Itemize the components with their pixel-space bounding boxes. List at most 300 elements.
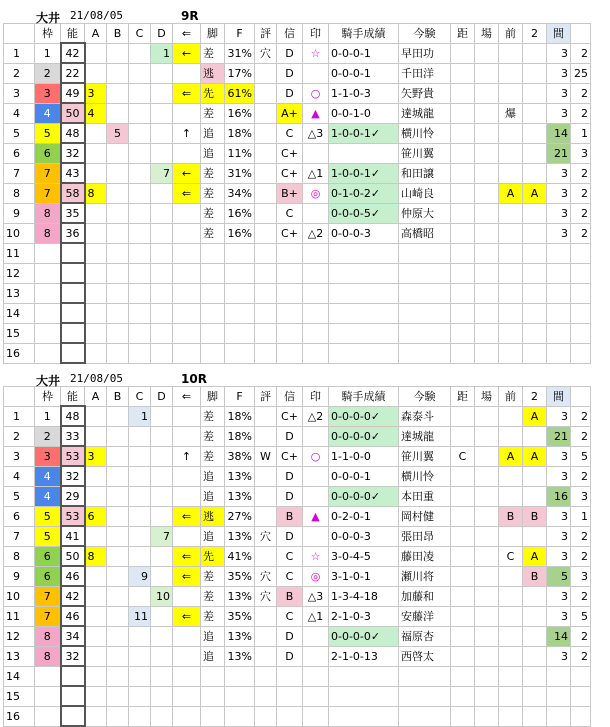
col-b-cell: [107, 203, 129, 223]
ability-cell: 35: [61, 203, 85, 223]
jockey-record-cell: 0-0-0-1: [329, 466, 399, 486]
second-cell: [523, 586, 547, 606]
waku-cell: [35, 343, 61, 363]
second-cell: [523, 526, 547, 546]
f-cell: 61%: [225, 83, 255, 103]
column-header: 印: [303, 24, 329, 44]
col-a-cell: [85, 343, 107, 363]
course-cell: [475, 143, 499, 163]
f-cell: 13%: [225, 466, 255, 486]
distance-cell: [451, 303, 475, 323]
arrow-cell: ⇐: [173, 83, 201, 103]
row-number: 14: [4, 303, 35, 323]
rating-cell: [255, 203, 277, 223]
trust-cell: C: [277, 606, 303, 626]
ability-cell: 48: [61, 123, 85, 143]
f-cell: 27%: [225, 506, 255, 526]
trust-cell: [277, 666, 303, 686]
second-cell: [523, 706, 547, 726]
style-cell: 差: [201, 446, 225, 466]
distance-cell: [451, 43, 475, 63]
col-b-cell: [107, 546, 129, 566]
col-a-cell: [85, 323, 107, 343]
col-a-cell: [85, 566, 107, 586]
style-cell: 先: [201, 546, 225, 566]
distance-cell: [451, 706, 475, 726]
course-cell: [475, 486, 499, 506]
interval2-cell: 3: [571, 143, 591, 163]
f-cell: 16%: [225, 223, 255, 243]
prev-cell: [499, 626, 523, 646]
waku-cell: 7: [35, 163, 61, 183]
course-cell: [475, 63, 499, 83]
interval2-cell: 3: [571, 486, 591, 506]
interval-cell: 3: [547, 183, 571, 203]
ability-cell: [61, 243, 85, 263]
arrow-cell: [173, 343, 201, 363]
prev-cell: [499, 263, 523, 283]
trust-cell: D: [277, 426, 303, 446]
distance-cell: [451, 526, 475, 546]
rating-cell: [255, 343, 277, 363]
mark-cell: ◎: [303, 566, 329, 586]
jockey-name-cell: 瀬川将: [399, 566, 451, 586]
col-a-cell: 8: [85, 546, 107, 566]
style-cell: 差: [201, 163, 225, 183]
col-a-cell: [85, 406, 107, 426]
arrow-cell: [173, 203, 201, 223]
f-cell: [225, 343, 255, 363]
jockey-name-cell: 本田重: [399, 486, 451, 506]
rating-cell: [255, 486, 277, 506]
column-header: 間: [547, 24, 571, 44]
interval2-cell: 2: [571, 466, 591, 486]
style-cell: [201, 263, 225, 283]
trust-cell: B+: [277, 183, 303, 203]
jockey-name-cell: 達城龍: [399, 103, 451, 123]
arrow-cell: [173, 63, 201, 83]
col-b-cell: [107, 566, 129, 586]
table-row: [4, 526, 591, 546]
prev-cell: [499, 83, 523, 103]
jockey-name-cell: 早田功: [399, 43, 451, 63]
col-b-cell: [107, 526, 129, 546]
column-header: 今験: [399, 387, 451, 407]
second-cell: [523, 606, 547, 626]
row-number: 5: [4, 486, 35, 506]
style-cell: 追: [201, 526, 225, 546]
second-cell: [523, 426, 547, 446]
row-number: 15: [4, 686, 35, 706]
col-c-cell: [129, 123, 151, 143]
second-cell: [523, 646, 547, 666]
jockey-name-cell: [399, 243, 451, 263]
interval2-cell: [571, 666, 591, 686]
jockey-name-cell: 横川怜: [399, 123, 451, 143]
col-c-cell: [129, 426, 151, 446]
trust-cell: D: [277, 646, 303, 666]
jockey-name-cell: 高橋昭: [399, 223, 451, 243]
second-cell: [523, 83, 547, 103]
ability-cell: 34: [61, 626, 85, 646]
trust-cell: D: [277, 63, 303, 83]
prev-cell: [499, 606, 523, 626]
col-d-cell: 10: [151, 586, 173, 606]
col-c-cell: [129, 486, 151, 506]
f-cell: 18%: [225, 406, 255, 426]
rating-cell: 穴: [255, 526, 277, 546]
prev-cell: [499, 303, 523, 323]
jockey-record-cell: 0-0-1-0: [329, 103, 399, 123]
interval-cell: 14: [547, 123, 571, 143]
second-cell: [523, 63, 547, 83]
header-row: [4, 387, 591, 407]
second-cell: [523, 103, 547, 123]
jockey-name-cell: 千田洋: [399, 63, 451, 83]
arrow-cell: [173, 323, 201, 343]
f-cell: 17%: [225, 63, 255, 83]
arrow-cell: [173, 526, 201, 546]
jockey-name-cell: 山崎良: [399, 183, 451, 203]
course-cell: [475, 426, 499, 446]
row-number: 4: [4, 466, 35, 486]
col-c-cell: 1: [129, 406, 151, 426]
style-cell: 追: [201, 626, 225, 646]
trust-cell: C: [277, 566, 303, 586]
second-cell: [523, 243, 547, 263]
second-cell: [523, 43, 547, 63]
column-header: [571, 387, 591, 407]
interval2-cell: [571, 283, 591, 303]
column-header: ⇐: [173, 387, 201, 407]
arrow-cell: [173, 103, 201, 123]
table-row: [4, 586, 591, 606]
distance-cell: [451, 283, 475, 303]
rating-cell: [255, 686, 277, 706]
interval-cell: 3: [547, 163, 571, 183]
col-c-cell: [129, 143, 151, 163]
course-cell: [475, 283, 499, 303]
prev-cell: C: [499, 546, 523, 566]
col-a-cell: [85, 283, 107, 303]
prev-cell: [499, 163, 523, 183]
distance-cell: [451, 586, 475, 606]
col-c-cell: [129, 666, 151, 686]
course-cell: [475, 706, 499, 726]
col-a-cell: [85, 243, 107, 263]
course-cell: [475, 686, 499, 706]
row-number: 3: [4, 83, 35, 103]
col-d-cell: [151, 303, 173, 323]
ability-cell: [61, 283, 85, 303]
waku-cell: 6: [35, 143, 61, 163]
column-header: B: [107, 387, 129, 407]
col-b-cell: [107, 506, 129, 526]
style-cell: 先: [201, 83, 225, 103]
trust-cell: C: [277, 203, 303, 223]
mark-cell: [303, 323, 329, 343]
trust-cell: C+: [277, 163, 303, 183]
jockey-record-cell: 1-1-0-0: [329, 446, 399, 466]
table-row: [4, 646, 591, 666]
jockey-record-cell: 0-0-0-5✓: [329, 203, 399, 223]
interval2-cell: 2: [571, 43, 591, 63]
col-c-cell: [129, 243, 151, 263]
mark-cell: [303, 626, 329, 646]
style-cell: [201, 343, 225, 363]
prev-cell: [499, 143, 523, 163]
arrow-cell: [173, 263, 201, 283]
ability-cell: [61, 666, 85, 686]
interval-cell: 3: [547, 606, 571, 626]
rating-cell: [255, 606, 277, 626]
distance-cell: [451, 426, 475, 446]
col-a-cell: [85, 63, 107, 83]
distance-cell: [451, 323, 475, 343]
interval-cell: 14: [547, 626, 571, 646]
waku-cell: 2: [35, 426, 61, 446]
jockey-name-cell: [399, 303, 451, 323]
col-d-cell: [151, 566, 173, 586]
mark-cell: △2: [303, 406, 329, 426]
header-row: [4, 24, 591, 44]
course-cell: [475, 243, 499, 263]
jockey-record-cell: 0-0-0-0✓: [329, 626, 399, 646]
interval2-cell: [571, 343, 591, 363]
row-number: 8: [4, 546, 35, 566]
column-header: 場: [475, 24, 499, 44]
arrow-cell: [173, 426, 201, 446]
col-b-cell: [107, 83, 129, 103]
interval2-cell: 2: [571, 546, 591, 566]
f-cell: [225, 706, 255, 726]
jockey-name-cell: 藤田凌: [399, 546, 451, 566]
arrow-cell: ↑: [173, 123, 201, 143]
interval2-cell: [571, 243, 591, 263]
distance-cell: C: [451, 446, 475, 466]
col-d-cell: [151, 546, 173, 566]
interval-cell: 3: [547, 83, 571, 103]
interval-cell: 3: [547, 43, 571, 63]
trust-cell: C+: [277, 143, 303, 163]
second-cell: A: [523, 183, 547, 203]
prev-cell: [499, 426, 523, 446]
table-row: [4, 626, 591, 646]
column-header: 能: [61, 24, 85, 44]
trust-cell: D: [277, 466, 303, 486]
mark-cell: [303, 243, 329, 263]
style-cell: 差: [201, 426, 225, 446]
style-cell: 追: [201, 123, 225, 143]
col-d-cell: [151, 646, 173, 666]
arrow-cell: [173, 646, 201, 666]
col-d-cell: 1: [151, 43, 173, 63]
col-b-cell: 5: [107, 123, 129, 143]
race-number: 9R: [181, 9, 199, 23]
prev-cell: [499, 646, 523, 666]
column-header: 2: [523, 24, 547, 44]
rating-cell: [255, 123, 277, 143]
style-cell: 差: [201, 43, 225, 63]
jockey-name-cell: 横川怜: [399, 466, 451, 486]
mark-cell: [303, 63, 329, 83]
interval2-cell: 5: [571, 446, 591, 466]
interval-cell: [547, 666, 571, 686]
col-c-cell: [129, 263, 151, 283]
style-cell: 差: [201, 223, 225, 243]
waku-cell: [35, 686, 61, 706]
col-c-cell: [129, 83, 151, 103]
course-cell: [475, 506, 499, 526]
style-cell: [201, 243, 225, 263]
jockey-record-cell: 0-0-0-3: [329, 526, 399, 546]
interval2-cell: 2: [571, 103, 591, 123]
row-number: 16: [4, 343, 35, 363]
arrow-cell: [173, 283, 201, 303]
interval-cell: 3: [547, 63, 571, 83]
rating-cell: 穴: [255, 566, 277, 586]
mark-cell: [303, 646, 329, 666]
jockey-record-cell: 2-1-0-3: [329, 606, 399, 626]
second-cell: [523, 163, 547, 183]
col-a-cell: [85, 646, 107, 666]
jockey-record-cell: 0-0-0-1: [329, 43, 399, 63]
style-cell: [201, 666, 225, 686]
col-c-cell: [129, 343, 151, 363]
row-number: 4: [4, 103, 35, 123]
interval2-cell: 2: [571, 203, 591, 223]
mark-cell: [303, 203, 329, 223]
col-d-cell: [151, 203, 173, 223]
table-row: [4, 566, 591, 586]
col-b-cell: [107, 666, 129, 686]
col-a-cell: [85, 223, 107, 243]
column-header: 距: [451, 24, 475, 44]
column-header: C: [129, 387, 151, 407]
table-row: [4, 486, 591, 506]
col-b-cell: [107, 143, 129, 163]
column-header: 枠: [35, 24, 61, 44]
interval-cell: 3: [547, 446, 571, 466]
col-d-cell: [151, 466, 173, 486]
style-cell: 差: [201, 183, 225, 203]
col-d-cell: 7: [151, 526, 173, 546]
column-header: B: [107, 24, 129, 44]
course-cell: [475, 263, 499, 283]
row-number: 7: [4, 163, 35, 183]
col-b-cell: [107, 323, 129, 343]
second-cell: [523, 466, 547, 486]
col-d-cell: [151, 343, 173, 363]
venue-label: 大井: [36, 374, 61, 388]
col-d-cell: [151, 123, 173, 143]
mark-cell: [303, 686, 329, 706]
trust-cell: D: [277, 526, 303, 546]
style-cell: 差: [201, 606, 225, 626]
jockey-name-cell: 福原杏: [399, 626, 451, 646]
ability-cell: 46: [61, 606, 85, 626]
jockey-record-cell: 0-0-0-0✓: [329, 426, 399, 446]
style-cell: 差: [201, 103, 225, 123]
ability-cell: [61, 706, 85, 726]
col-b-cell: [107, 586, 129, 606]
jockey-name-cell: 仲原大: [399, 203, 451, 223]
column-header: [571, 24, 591, 44]
second-cell: [523, 263, 547, 283]
prev-cell: [499, 243, 523, 263]
trust-cell: [277, 686, 303, 706]
prev-cell: 爆: [499, 103, 523, 123]
trust-cell: [277, 706, 303, 726]
waku-cell: 4: [35, 103, 61, 123]
distance-cell: [451, 343, 475, 363]
rating-cell: [255, 143, 277, 163]
col-b-cell: [107, 163, 129, 183]
interval-cell: 21: [547, 143, 571, 163]
distance-cell: [451, 546, 475, 566]
interval-cell: 3: [547, 223, 571, 243]
empty-row: [4, 343, 591, 363]
style-cell: [201, 323, 225, 343]
col-d-cell: [151, 223, 173, 243]
distance-cell: [451, 626, 475, 646]
col-c-cell: [129, 163, 151, 183]
table-row: [4, 43, 591, 63]
waku-cell: [35, 666, 61, 686]
waku-cell: 7: [35, 586, 61, 606]
column-header: [4, 387, 35, 407]
course-cell: [475, 183, 499, 203]
prev-cell: B: [499, 506, 523, 526]
waku-cell: [35, 323, 61, 343]
arrow-cell: [173, 686, 201, 706]
arrow-cell: [173, 586, 201, 606]
column-header: F: [225, 387, 255, 407]
second-cell: [523, 303, 547, 323]
arrow-cell: ⇐: [173, 506, 201, 526]
trust-cell: B: [277, 586, 303, 606]
course-cell: [475, 103, 499, 123]
col-a-cell: [85, 586, 107, 606]
col-c-cell: [129, 686, 151, 706]
race-header: [0, 363, 610, 386]
jockey-record-cell: [329, 323, 399, 343]
jockey-name-cell: 安藤洋: [399, 606, 451, 626]
col-d-cell: [151, 183, 173, 203]
jockey-name-cell: [399, 323, 451, 343]
rating-cell: [255, 83, 277, 103]
mark-cell: △2: [303, 223, 329, 243]
prev-cell: [499, 706, 523, 726]
f-cell: 38%: [225, 446, 255, 466]
jockey-name-cell: 張田昂: [399, 526, 451, 546]
ability-cell: 32: [61, 143, 85, 163]
interval-cell: [547, 283, 571, 303]
trust-cell: [277, 303, 303, 323]
style-cell: 逃: [201, 506, 225, 526]
ability-cell: 53: [61, 506, 85, 526]
second-cell: [523, 626, 547, 646]
jockey-record-cell: [329, 263, 399, 283]
interval2-cell: 2: [571, 223, 591, 243]
column-header: 騎手成績: [329, 24, 399, 44]
distance-cell: [451, 143, 475, 163]
style-cell: 追: [201, 486, 225, 506]
ability-cell: 48: [61, 406, 85, 426]
jockey-record-cell: 2-1-0-13: [329, 646, 399, 666]
rating-cell: [255, 323, 277, 343]
style-cell: 追: [201, 646, 225, 666]
